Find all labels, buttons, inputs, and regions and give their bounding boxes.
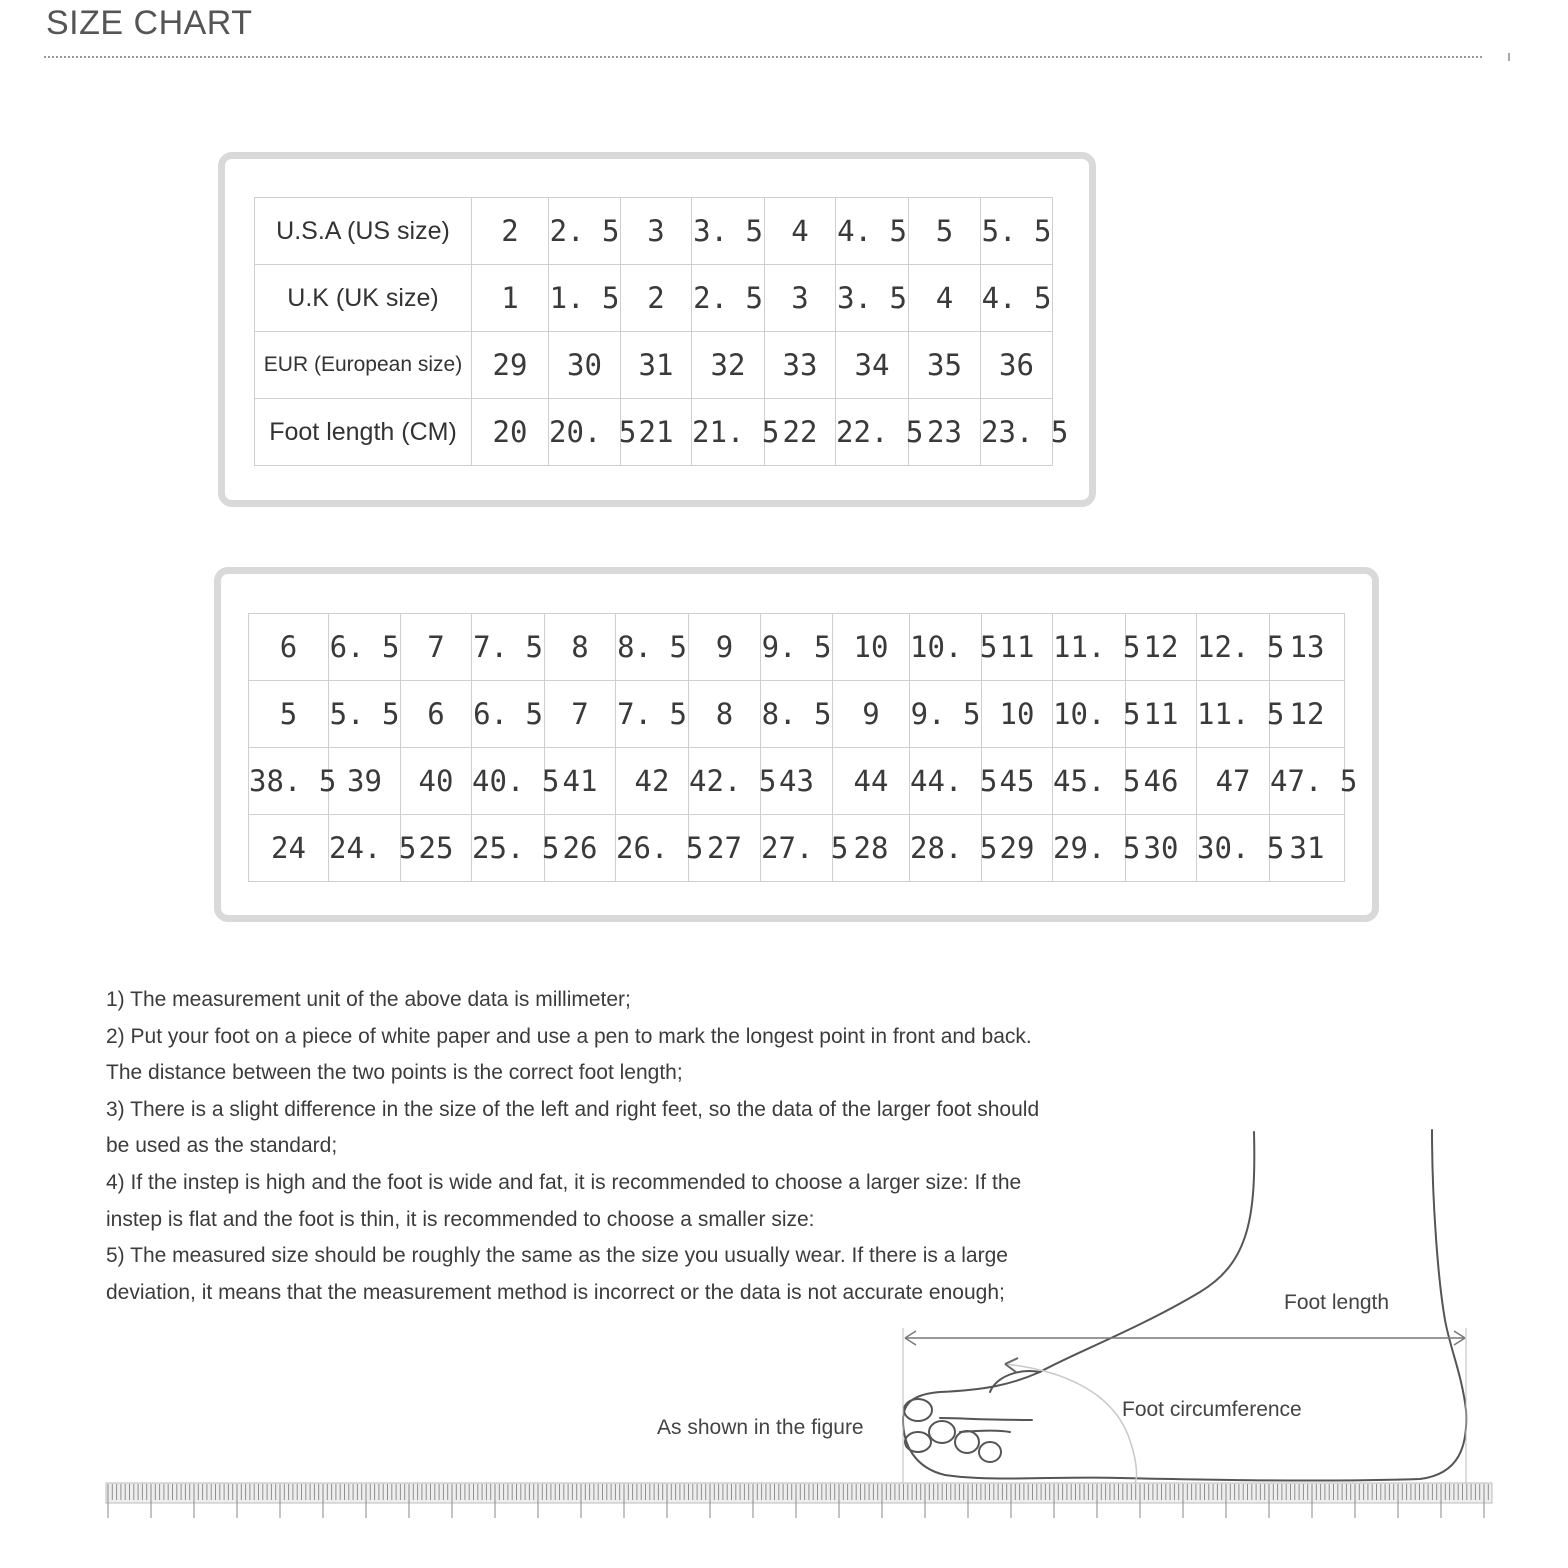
table-cell: 3 xyxy=(765,265,836,332)
table-cell: 22 xyxy=(765,399,836,466)
table-cell: 30. 5 xyxy=(1197,815,1270,882)
table-cell: 2 xyxy=(472,198,549,265)
table-cell: 3 xyxy=(621,198,692,265)
table-cell: 2 xyxy=(621,265,692,332)
table-cell: 8. 5 xyxy=(616,614,689,681)
table-cell: 10 xyxy=(982,681,1053,748)
table-cell: 30 xyxy=(1126,815,1197,882)
table-cell: 2. 5 xyxy=(692,265,765,332)
table-cell: 41 xyxy=(545,748,616,815)
table-cell: 31 xyxy=(621,332,692,399)
table-cell: 24 xyxy=(249,815,329,882)
table-cell: 1. 5 xyxy=(549,265,621,332)
table-cell: 31 xyxy=(1270,815,1345,882)
table-cell: 4 xyxy=(765,198,836,265)
table-cell: 36 xyxy=(981,332,1053,399)
table-cell: 26 xyxy=(545,815,616,882)
table-cell: 7 xyxy=(401,614,472,681)
table-cell: 4. 5 xyxy=(981,265,1053,332)
table-cell: 29. 5 xyxy=(1053,815,1126,882)
table-cell: 9 xyxy=(689,614,761,681)
table-cell: 12 xyxy=(1270,681,1345,748)
table-cell: 4 xyxy=(909,265,981,332)
table-cell: 43 xyxy=(761,748,833,815)
table-cell: 6 xyxy=(401,681,472,748)
table-cell: 28. 5 xyxy=(910,815,982,882)
table-cell: 9. 5 xyxy=(761,614,833,681)
table-cell: 11. 5 xyxy=(1197,681,1270,748)
table-cell: 25. 5 xyxy=(472,815,545,882)
table-cell: 6. 5 xyxy=(472,681,545,748)
table-cell: 24. 5 xyxy=(329,815,401,882)
table-cell: 34 xyxy=(836,332,909,399)
row-label-foot-length: Foot length (CM) xyxy=(255,399,472,466)
table-cell: 3. 5 xyxy=(836,265,909,332)
table-cell: 40. 5 xyxy=(472,748,545,815)
table-cell: 30 xyxy=(549,332,621,399)
table-cell: 29 xyxy=(982,815,1053,882)
table-cell: 1 xyxy=(472,265,549,332)
table-cell: 7 xyxy=(545,681,616,748)
table-cell: 22. 5 xyxy=(836,399,909,466)
table-cell: 7. 5 xyxy=(616,681,689,748)
table-cell: 12. 5 xyxy=(1197,614,1270,681)
table-cell: 27. 5 xyxy=(761,815,833,882)
table-cell: 5 xyxy=(249,681,329,748)
table-cell: 38. 5 xyxy=(249,748,329,815)
table-cell: 47 xyxy=(1197,748,1270,815)
row-label-us: U.S.A (US size) xyxy=(255,198,472,265)
table-cell: 2. 5 xyxy=(549,198,621,265)
table-cell: 42 xyxy=(616,748,689,815)
table-cell: 39 xyxy=(329,748,401,815)
table-cell: 35 xyxy=(909,332,981,399)
table-cell: 7. 5 xyxy=(472,614,545,681)
foot-circumference-label: Foot circumference xyxy=(1122,1398,1302,1421)
table-cell: 13 xyxy=(1270,614,1345,681)
table-cell: 9 xyxy=(833,681,910,748)
table-cell: 8 xyxy=(689,681,761,748)
table-cell: 46 xyxy=(1126,748,1197,815)
table-cell: 6 xyxy=(249,614,329,681)
table-cell: 27 xyxy=(689,815,761,882)
note-line: 3) There is a slight difference in the size of the left and right feet, so the data of the larger foot should xyxy=(106,1097,1040,1121)
ruler-icon xyxy=(106,1483,1492,1518)
table-cell: 45 xyxy=(982,748,1053,815)
table-cell: 44 xyxy=(833,748,910,815)
table-cell: 5. 5 xyxy=(329,681,401,748)
table-cell: 10. 5 xyxy=(910,614,982,681)
table-cell: 12 xyxy=(1126,614,1197,681)
table-cell: 8 xyxy=(545,614,616,681)
table-cell: 3. 5 xyxy=(692,198,765,265)
row-label-uk: U.K (UK size) xyxy=(255,265,472,332)
page-title: SIZE CHART xyxy=(46,4,253,42)
table-cell: 29 xyxy=(472,332,549,399)
foot-circumference-curve xyxy=(1005,1364,1136,1485)
foot-length-label: Foot length xyxy=(1284,1291,1390,1314)
table-cell: 42. 5 xyxy=(689,748,761,815)
table-cell: 11. 5 xyxy=(1053,614,1126,681)
table-cell: 28 xyxy=(833,815,910,882)
table-cell: 11 xyxy=(1126,681,1197,748)
table-cell: 44. 5 xyxy=(910,748,982,815)
table-cell: 20 xyxy=(472,399,549,466)
note-line: be used as the standard; xyxy=(106,1134,338,1158)
table-cell: 40 xyxy=(401,748,472,815)
note-line: 4) If the instep is high and the foot is wide and fat, it is recommended to choose a larger size: If the xyxy=(106,1170,1022,1194)
table-cell: 4. 5 xyxy=(836,198,909,265)
table-cell: 10 xyxy=(833,614,910,681)
note-line: 1) The measurement unit of the above data is millimeter; xyxy=(106,988,631,1011)
table-cell: 11 xyxy=(982,614,1053,681)
note-line: The distance between the two points is the correct foot length; xyxy=(106,1061,683,1085)
note-line: 2) Put your foot on a piece of white paper and use a pen to mark the longest point in front and back. xyxy=(106,1024,1032,1048)
table-cell: 32 xyxy=(692,332,765,399)
figure-caption: As shown in the figure xyxy=(657,1416,864,1439)
note-line: deviation, it means that the measurement method is incorrect or the data is not accurate enough; xyxy=(106,1280,1005,1304)
table-cell: 33 xyxy=(765,332,836,399)
table-cell: 5. 5 xyxy=(981,198,1053,265)
table-cell: 21. 5 xyxy=(692,399,765,466)
table-cell: 47. 5 xyxy=(1270,748,1345,815)
table-cell: 26. 5 xyxy=(616,815,689,882)
table-cell: 5 xyxy=(909,198,981,265)
table-cell: 6. 5 xyxy=(329,614,401,681)
row-label-eur: EUR (European size) xyxy=(255,332,472,399)
table-cell: 45. 5 xyxy=(1053,748,1126,815)
table-cell: 10. 5 xyxy=(1053,681,1126,748)
table-cell: 23. 5 xyxy=(981,399,1053,466)
table-cell: 8. 5 xyxy=(761,681,833,748)
table-cell: 9. 5 xyxy=(910,681,982,748)
note-line: instep is flat and the foot is thin, it is recommended to choose a smaller size: xyxy=(106,1207,815,1231)
table-cell: 23 xyxy=(909,399,981,466)
table-cell: 25 xyxy=(401,815,472,882)
note-line: 5) The measured size should be roughly the same as the size you usually wear. If there is a large xyxy=(106,1244,1008,1268)
table-cell: 21 xyxy=(621,399,692,466)
table-cell: 20. 5 xyxy=(549,399,621,466)
